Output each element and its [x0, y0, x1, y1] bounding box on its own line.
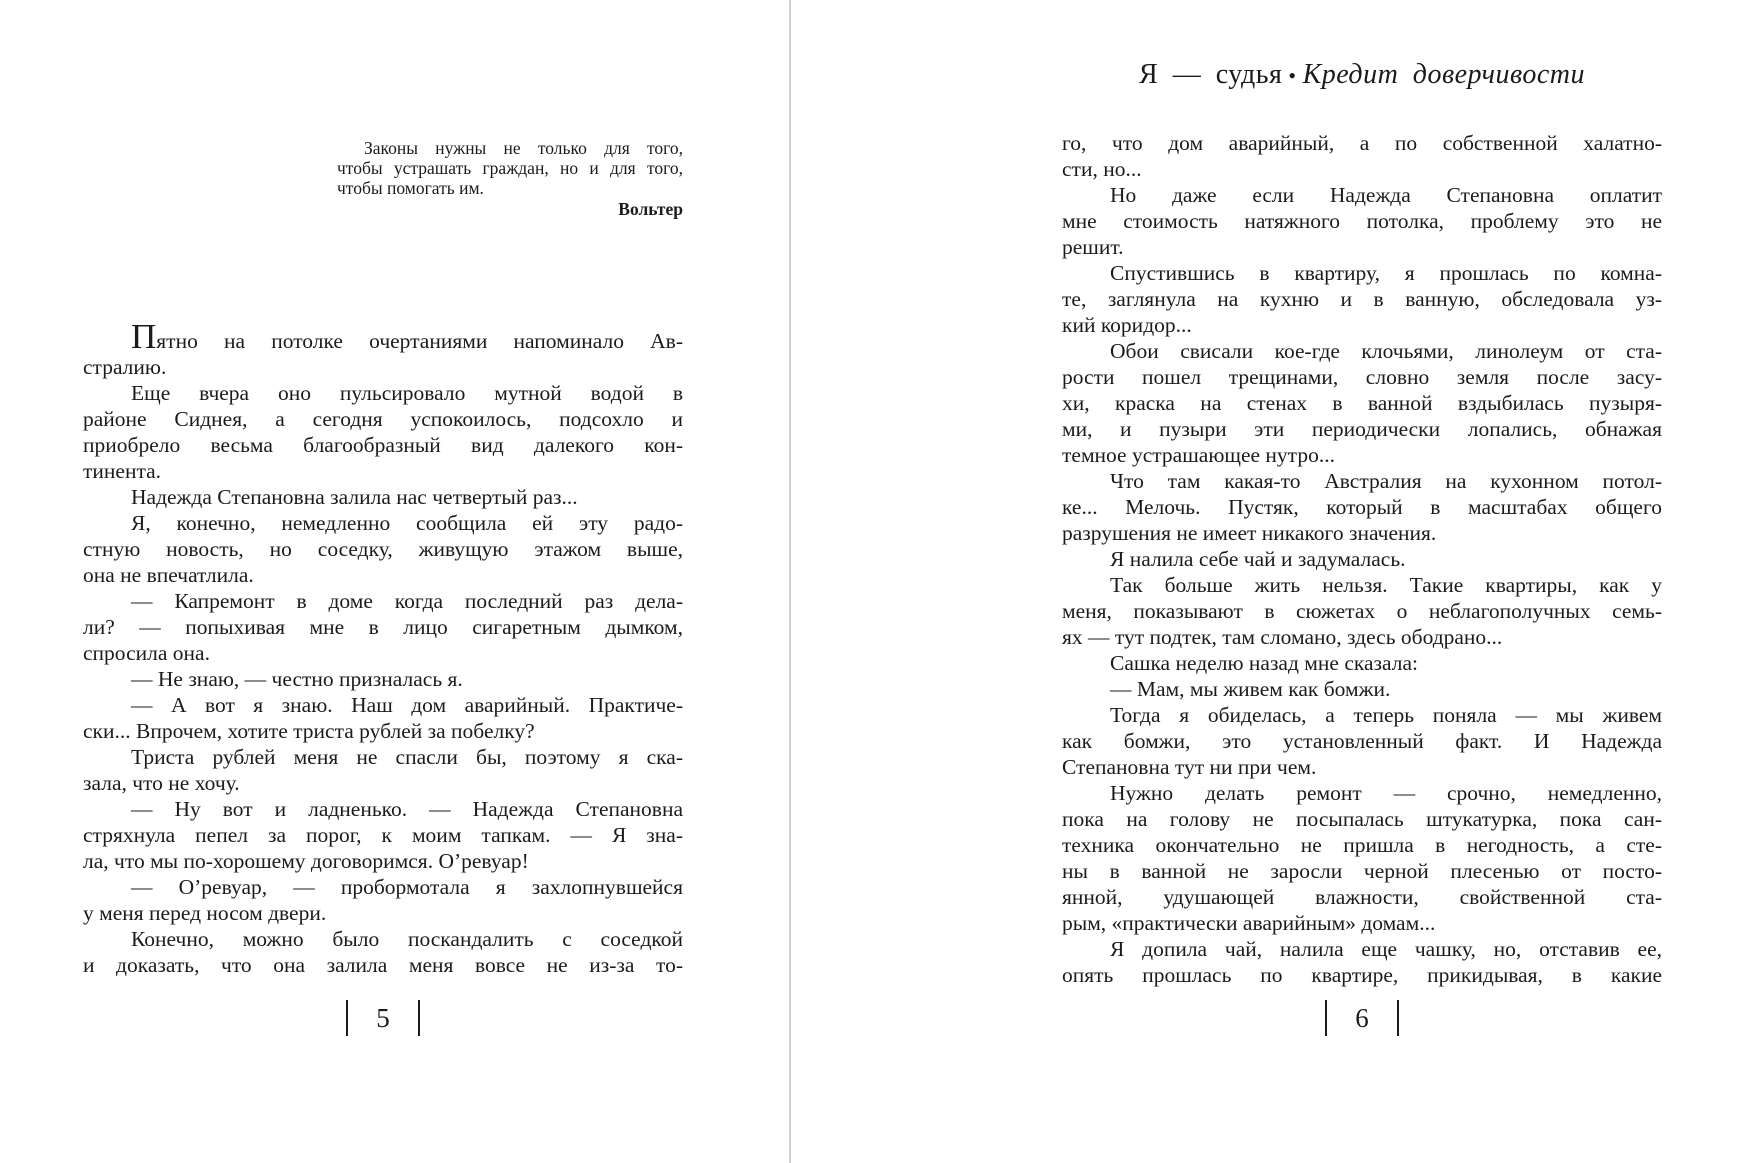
text-line: приобрело весьма благообразный вид далекого кон- [83, 433, 683, 457]
text-line: Сашка неделю назад мне сказала: [1110, 651, 1418, 675]
text-line: спросила она. [83, 641, 210, 665]
text-line: Что там какая-то Австралия на кухонном потол- [1110, 469, 1662, 493]
text-line: тинента. [83, 459, 162, 483]
epigraph-attribution: Вольтер [618, 199, 683, 219]
text-line: и доказать, что она залила меня вовсе не из-за то- [83, 953, 683, 977]
text-line: — Мам, мы живем как бомжи. [1110, 677, 1391, 701]
running-header-bullet-icon: • [1288, 63, 1297, 88]
page-number-bar-left [1325, 1000, 1327, 1036]
text-line: решит. [1062, 235, 1124, 259]
page-number-bar-right [418, 1000, 420, 1036]
body-text-right [1062, 130, 1662, 988]
text-line: Спустившись в квартиру, я прошлась по комна- [1110, 261, 1662, 285]
text-line: ны в ванной не заросли черной плесенью от посто- [1062, 859, 1662, 883]
text-line: хи, краска на стенах в ванной вздыбилась пузыря- [1062, 391, 1662, 415]
text-line: Надежда Степановна залила нас четвертый раз... [131, 485, 578, 509]
running-header [1062, 58, 1662, 93]
text-line: ла, что мы по-хорошему договоримся. О’ревуар! [83, 849, 529, 873]
text-line: — А вот я знаю. Наш дом аварийный. Практиче- [131, 693, 683, 717]
text-line: чтобы помогать им. [337, 178, 484, 198]
page-number-bar-left [346, 1000, 348, 1036]
text-line: темное устрашающее нутро... [1062, 443, 1335, 467]
text-line: Тогда я обиделась, а теперь поняла — мы живем [1110, 703, 1662, 727]
page-number-left [83, 1000, 683, 1036]
text-line: ях — тут подтек, там сломано, здесь ободрано... [1062, 625, 1503, 649]
text-line: Так больше жить нельзя. Такие квартиры, как у [1110, 573, 1662, 597]
text-line: Конечно, можно было поскандалить с соседкой [131, 927, 683, 951]
text-line: у меня перед носом двери. [83, 901, 327, 925]
epigraph-lines [337, 138, 683, 198]
text-line: Нужно делать ремонт — срочно, немедленно, [1110, 781, 1662, 805]
text-line: она не впечатлила. [83, 563, 254, 587]
text-line: чтобы устрашать граждан, но и для того, [337, 158, 683, 178]
text-line: Я допила чай, налила еще чашку, но, отставив ее, [1110, 937, 1662, 961]
text-line: Но даже если Надежда Степановна оплатит [1110, 183, 1662, 207]
text-line: мне стоимость натяжного потолка, проблему это не [1062, 209, 1662, 233]
text-line: сти, но... [1062, 157, 1142, 181]
text-line: Триста рублей меня не спасли бы, поэтому я ска- [131, 745, 683, 769]
text-line: Степановна тут ни при чем. [1062, 755, 1317, 779]
text-line: стралию. [83, 355, 167, 379]
page-left [83, 0, 683, 1163]
text-line: ке... Мелочь. Пустяк, который в масштабах общего [1062, 495, 1662, 519]
page-number-bar-right [1397, 1000, 1399, 1036]
text-line: кий коридор... [1062, 313, 1192, 337]
text-line: пока на голову не посыпалась штукатурка, пока сан- [1062, 807, 1662, 831]
page-number-right [1062, 1000, 1662, 1036]
page-number-value: 5 [376, 1003, 390, 1033]
text-line: техника окончательно не пришла в негодность, а сте- [1062, 833, 1662, 857]
text-line: районе Сиднея, а сегодня успокоилось, подсохло и [83, 407, 683, 431]
text-line: Законы нужны не только для того, [364, 138, 683, 158]
text-line: стную новость, но соседку, живущую этажом выше, [83, 537, 683, 561]
text-line: — Не знаю, — честно призналась я. [131, 667, 463, 691]
text-line: рым, «практически аварийным» домам... [1062, 911, 1436, 935]
text-line: ски... Впрочем, хотите триста рублей за побелку? [83, 719, 535, 743]
text-line: меня, показывают в сюжетах о неблагополучных семь- [1062, 599, 1662, 623]
running-header-title: Кредит доверчивости [1302, 59, 1585, 90]
text-line: рости пошел трещинами, словно земля после засу- [1062, 365, 1662, 389]
page-spine-divider [789, 0, 791, 1163]
drop-cap: П [131, 317, 157, 356]
epigraph [337, 138, 683, 219]
text-line: — Ну вот и ладненько. — Надежда Степановна [131, 797, 683, 821]
text-line: как бомжи, это установленный факт. И Надежда [1062, 729, 1662, 753]
text-line: — О’ревуар, — пробормотала я захлопнувшейся [131, 875, 683, 899]
text-line: Еще вчера оно пульсировало мутной водой в [131, 381, 683, 405]
text-line: опять прошлась по квартире, прикидывая, в какие [1062, 963, 1662, 987]
text-line: ми, и пузыри эти периодически лопались, обнажая [1062, 417, 1662, 441]
text-line: зала, что не хочу. [83, 771, 240, 795]
text-line: стряхнула пепел за порог, к моим тапкам. — Я зна- [83, 823, 683, 847]
page-number-value: 6 [1355, 1003, 1369, 1033]
text-line: Я налила себе чай и задумалась. [1110, 547, 1406, 571]
text-line: — Капремонт в доме когда последний раз дела- [131, 589, 683, 613]
body-text-left [83, 317, 683, 978]
text-line: янной, удушающей влажности, свойственной ста- [1062, 885, 1662, 909]
text-line: разрушения не имеет никакого значения. [1062, 521, 1437, 545]
text-line: Я, конечно, немедленно сообщила ей эту радо- [131, 511, 683, 535]
running-header-chapter: Я — судья [1139, 59, 1283, 90]
text-line: ли? — попыхивая мне в лицо сигаретным дымком, [83, 615, 683, 639]
page-right [1062, 0, 1662, 1163]
text-line: Пятно на потолке очертаниями напоминало Ав- [131, 317, 683, 356]
text-line: го, что дом аварийный, а по собственной халатно- [1062, 131, 1662, 155]
text-line: те, заглянула на кухню и в ванную, обследовала уз- [1062, 287, 1662, 311]
text-line: Обои свисали кое-где клочьями, линолеум от ста- [1110, 339, 1662, 363]
